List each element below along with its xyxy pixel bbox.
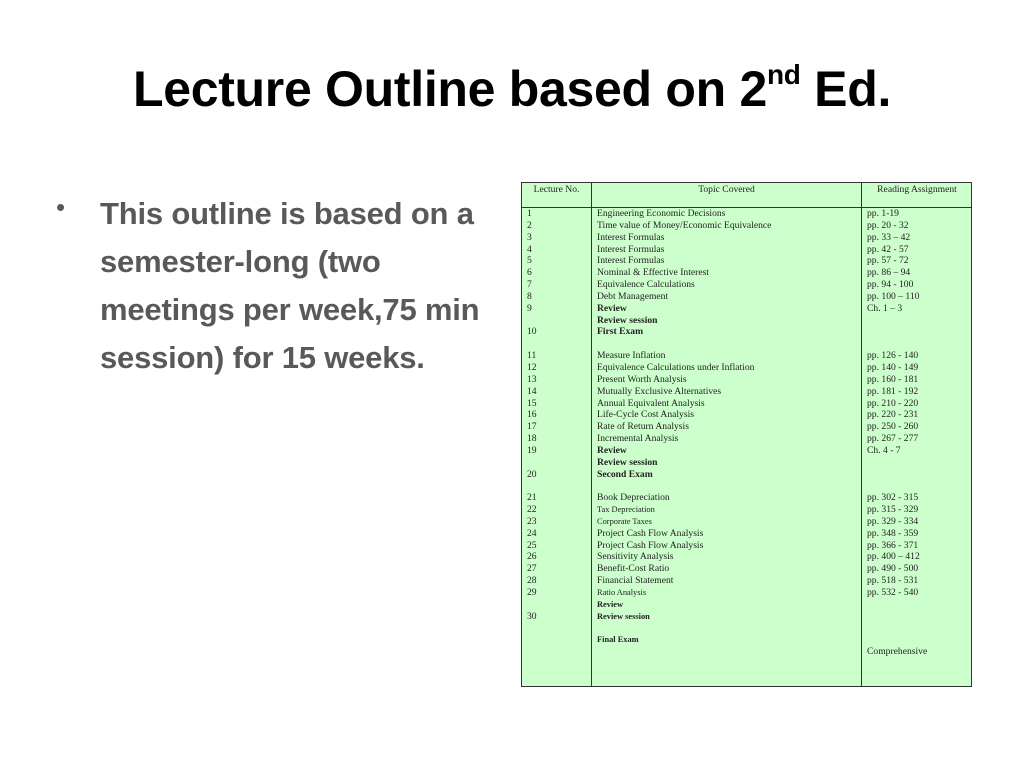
table-row (522, 480, 971, 492)
topic-cell: Measure Inflation (597, 350, 666, 362)
topic-cell: Present Worth Analysis (597, 373, 687, 385)
bullet-dot-icon: • (56, 192, 66, 222)
title-tail: Ed. (800, 61, 892, 117)
bullet-text: This outline is based on a semester-long (two meetings per week,75 min session) for 15 weeks. (100, 196, 480, 375)
table-row (522, 386, 971, 398)
lecture-number-cell: 26 (527, 551, 537, 563)
table-row (522, 587, 971, 599)
lecture-number-cell: 19 (527, 444, 537, 456)
topic-cell: Nominal & Effective Interest (597, 267, 709, 279)
lecture-number-cell: 11 (527, 350, 537, 362)
topic-cell: Sensitivity Analysis (597, 551, 674, 563)
lecture-number-cell: 9 (527, 302, 532, 314)
table-row (522, 220, 971, 232)
table-row (522, 492, 971, 504)
topic-cell: Review (597, 599, 624, 609)
topic-cell: Interest Formulas (597, 255, 665, 267)
reading-cell: pp. 267 - 277 (867, 433, 919, 445)
reading-cell: pp. 302 - 315 (867, 492, 919, 504)
header-topic: Topic Covered (698, 184, 755, 195)
reading-cell: Ch. 1 – 3 (867, 302, 903, 314)
table-row (522, 646, 971, 658)
table-row (522, 303, 971, 315)
lecture-number-cell: 1 (527, 208, 532, 219)
table-row (522, 469, 971, 481)
slide-title (0, 59, 1024, 117)
reading-cell: pp. 329 - 334 (867, 515, 919, 527)
topic-cell: Ratio Analysis (597, 588, 647, 597)
table-row (522, 540, 971, 552)
lecture-number-cell: 25 (527, 539, 537, 551)
lecture-number-cell: 13 (527, 373, 537, 385)
lecture-number-cell: 4 (527, 243, 532, 255)
reading-cell: pp. 57 - 72 (867, 255, 909, 267)
bullet-list (56, 190, 496, 382)
topic-cell: Equivalence Calculations (597, 279, 695, 291)
topic-cell: Life-Cycle Cost Analysis (597, 409, 694, 421)
reading-cell: pp. 210 - 220 (867, 397, 919, 409)
table-body (522, 208, 971, 658)
reading-cell: pp. 366 - 371 (867, 539, 919, 551)
lecture-number-cell: 15 (527, 397, 537, 409)
table-row (522, 255, 971, 267)
topic-cell: Tax Depreciation (597, 505, 655, 515)
topic-cell: Engineering Economic Decisions (597, 208, 726, 219)
reading-cell: pp. 33 – 42 (867, 231, 911, 243)
table-row (522, 623, 971, 635)
header-lecture-no: Lecture No. (533, 184, 580, 195)
reading-cell: Comprehensive (867, 646, 928, 658)
table-row (522, 516, 971, 528)
table-row (522, 374, 971, 386)
lecture-number-cell: 16 (527, 409, 537, 421)
lecture-number-cell: 20 (527, 468, 537, 480)
topic-cell: Review session (597, 314, 658, 326)
table-row (522, 457, 971, 469)
lecture-number-cell: 6 (527, 267, 532, 279)
reading-cell: pp. 20 - 32 (867, 219, 909, 231)
lecture-number-cell: 7 (527, 279, 532, 291)
topic-cell: Benefit-Cost Ratio (597, 563, 670, 575)
table-row (522, 267, 971, 279)
reading-cell: pp. 400 – 412 (867, 551, 920, 563)
table-row (522, 504, 971, 516)
table-row (522, 445, 971, 457)
table-row (522, 350, 971, 362)
table-row (522, 528, 971, 540)
lecture-number-cell: 22 (527, 504, 537, 516)
table-row (522, 409, 971, 421)
lecture-number-cell: 5 (527, 255, 532, 267)
reading-cell: pp. 86 – 94 (867, 267, 911, 279)
reading-cell: pp. 42 - 57 (867, 243, 909, 255)
reading-cell: pp. 100 – 110 (867, 290, 920, 302)
reading-cell: pp. 1-19 (867, 208, 899, 219)
lecture-number-cell: 14 (527, 385, 537, 397)
lecture-number-cell: 3 (527, 231, 532, 243)
table-row (522, 208, 971, 220)
reading-cell: pp. 250 - 260 (867, 421, 919, 433)
reading-cell: pp. 94 - 100 (867, 279, 914, 291)
reading-cell: pp. 490 - 500 (867, 563, 919, 575)
table-row (522, 551, 971, 563)
lecture-number-cell: 24 (527, 527, 537, 539)
table-row (522, 398, 971, 410)
topic-cell: Equivalence Calculations under Inflation (597, 361, 755, 373)
lecture-number-cell: 2 (527, 219, 532, 231)
table-row (522, 232, 971, 244)
lecture-number-cell: 10 (527, 326, 537, 338)
table-row (522, 338, 971, 350)
topic-cell: Review session (597, 611, 650, 621)
reading-cell: pp. 126 - 140 (867, 350, 919, 362)
lecture-number-cell: 12 (527, 361, 537, 373)
reading-cell: pp. 532 - 540 (867, 587, 919, 598)
title-superscript: nd (766, 59, 801, 90)
topic-cell: Interest Formulas (597, 231, 665, 243)
title-main: Lecture Outline based on 2 (132, 61, 767, 117)
reading-cell: pp. 315 - 329 (867, 504, 919, 516)
lecture-number-cell: 28 (527, 575, 537, 587)
reading-cell: pp. 160 - 181 (867, 373, 919, 385)
table-row (522, 279, 971, 291)
topic-cell: Mutually Exclusive Alternatives (597, 385, 722, 397)
topic-cell: Financial Statement (597, 575, 674, 587)
table-row (522, 575, 971, 587)
topic-cell: First Exam (597, 326, 644, 338)
lecture-number-cell: 18 (527, 433, 537, 445)
lecture-number-cell: 30 (527, 610, 537, 622)
table-row (522, 326, 971, 338)
reading-cell: Ch. 4 - 7 (867, 444, 901, 456)
lecture-outline-table (521, 182, 972, 687)
topic-cell: Final Exam (597, 635, 639, 645)
table-row (522, 362, 971, 374)
topic-cell: Review (597, 302, 627, 314)
reading-cell: pp. 518 - 531 (867, 575, 919, 587)
topic-cell: Incremental Analysis (597, 433, 679, 445)
lecture-number-cell: 21 (527, 492, 537, 504)
header-reading: Reading Assignment (877, 184, 957, 195)
reading-cell: pp. 181 - 192 (867, 385, 919, 397)
reading-cell: pp. 348 - 359 (867, 527, 919, 539)
topic-cell: Debt Management (597, 290, 669, 302)
table-row (522, 421, 971, 433)
lecture-number-cell: 17 (527, 421, 537, 433)
table-row (522, 599, 971, 611)
topic-cell: Book Depreciation (597, 492, 670, 504)
topic-cell: Interest Formulas (597, 243, 665, 255)
topic-cell: Review (597, 444, 627, 456)
topic-cell: Project Cash Flow Analysis (597, 539, 704, 551)
table-row (522, 611, 971, 623)
topic-cell: Time value of Money/Economic Equivalence (597, 219, 772, 231)
lecture-number-cell: 27 (527, 563, 537, 575)
table-row (522, 244, 971, 256)
table-row (522, 563, 971, 575)
table-row (522, 291, 971, 303)
topic-cell: Corporate Taxes (597, 516, 652, 526)
topic-cell: Review session (597, 456, 658, 468)
reading-cell: pp. 140 - 149 (867, 361, 919, 373)
topic-cell: Rate of Return Analysis (597, 421, 689, 433)
lecture-number-cell: 29 (527, 587, 537, 598)
table-row (522, 433, 971, 445)
reading-cell: pp. 220 - 231 (867, 409, 919, 421)
topic-cell: Second Exam (597, 468, 653, 480)
topic-cell: Project Cash Flow Analysis (597, 527, 704, 539)
table-row (522, 315, 971, 327)
lecture-number-cell: 23 (527, 515, 537, 527)
topic-cell: Annual Equivalent Analysis (597, 397, 705, 409)
lecture-number-cell: 8 (527, 290, 532, 302)
table-row (522, 634, 971, 646)
